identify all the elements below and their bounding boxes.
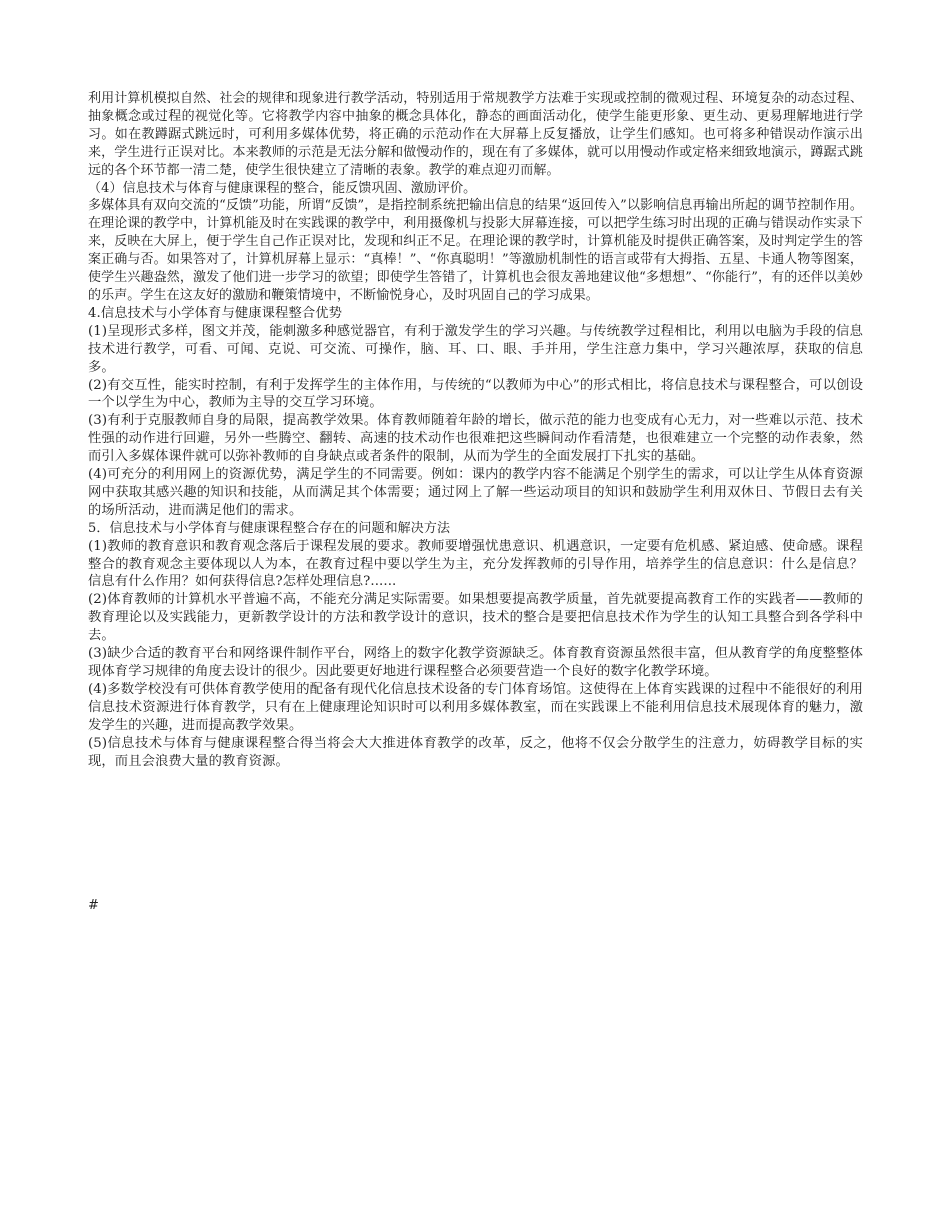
- advantage-item-3: (3)有利于克服教师自身的局限，提高教学效果。体育教师随着年龄的增长，做示范的能力也变成有心无力，对一些难以示范、技术性强的动作进行回避，另外一些腾空、翻转、高速的技术动作也很难把这些瞬间动作看清楚，也很难建立一个完整的动作表象，然而引入多媒体课件就可以弥补教师的自身缺点或者条件的限制，从而为学生的全面发展打下扎实的基础。: [88, 413, 863, 465]
- problem-item-5: (5)信息技术与体育与健康课程整合得当将会大大推进体育教学的改革，反之，他将不仅会分散学生的注意力，妨碍教学目标的实现，而且会浪费大量的教育资源。: [88, 735, 863, 769]
- problem-item-4: (4)多数学校没有可供体育教学使用的配备有现代化信息技术设备的专门体育场馆。这使得在上体育实践课的过程中不能很好的利用信息技术资源进行体育教学，只有在上健康理论知识时可以利用多媒体教室，而在实践课上不能利用信息技术展现体育的魅力，激发学生的兴趣，进而提高教学效果。: [88, 681, 863, 733]
- document-body: [88, 90, 863, 770]
- paragraph-multimedia-simulation: 利用计算机模拟自然、社会的规律和现象进行教学活动，特别适用于常规教学方法难于实现或控制的微观过程、环境复杂的动态过程、抽象概念或过程的视觉化等。它将教学内容中抽象的概念具体化，静态的画面活动化，使学生能更形象、更生动、更易理解地进行学习。如在教蹲踞式跳远时，可利用多媒体优势，将正确的示范动作在大屏幕上反复播放，让学生们感知。也可将多种错误动作演示出来，学生进行正误对比。本来教师的示范是无法分解和做慢动作的，现在有了多媒体，就可以用慢动作或定格来细致地演示，蹲踞式跳远的各个环节都一清二楚，使学生很快建立了清晰的表象。教学的难点迎刃而解。: [88, 91, 863, 178]
- advantage-item-1: (1)呈现形式多样，图文并茂，能刺激多种感觉器官，有利于激发学生的学习兴趣。与传统教学过程相比，利用以电脑为手段的信息技术进行教学，可看、可闻、克说、可交流、可操作，脑、耳、口、眼、手并用，学生注意力集中，学习兴趣浓厚，获取的信息多。: [88, 323, 863, 375]
- footer-hash-mark: #: [88, 898, 99, 913]
- section-heading-problems: 5．信息技术与小学体育与健康课程整合存在的问题和解决方法: [88, 520, 451, 536]
- paragraph-feedback-function: 多媒体具有双向交流的“反馈”功能，所谓“反馈”，是指控制系统把输出信息的结果“返回传入”以影响信息再输出所起的调节控制作用。在理论课的教学中，计算机能及时在实践课的教学中，利用摄像机与投影大屏幕连接，可以把学生练习时出现的正确与错误动作实录下来，反映在大屏上，便于学生自己作正误对比，发现和纠正不足。在理论课的教学时，计算机能及时提供正确答案，及时判定学生的答案正确与否。如果答对了，计算机屏幕上显示：“真棒！”、“你真聪明！”等激励机制性的语言或带有大拇指、五星、卡通人物等图案，使学生兴趣盎然，激发了他们进一步学习的欲望；即使学生答错了，计算机也会很友善地建议他“多想想”、“你能行”，有的还伴以美妙的乐声。学生在这友好的激励和鞭策情境中，不断愉悦身心，及时巩固自己的学习成果。: [88, 198, 863, 303]
- problem-item-2: (2)体育教师的计算机水平普遍不高，不能充分满足实际需要。如果想要提高教学质量，首先就要提高教育工作的实践者——教师的教育理论以及实践能力，更新教学设计的方法和教学设计的意识，技术的整合是要把信息技术作为学生的认知工具整合到各学科中去。: [88, 592, 863, 644]
- advantage-item-4: (4)可充分的利用网上的资源优势，满足学生的不同需要。例如：课内的教学内容不能满足个别学生的需求，可以让学生从体育资源网中获取其感兴趣的知识和技能，从而满足其个体需要；通过网上了解一些运动项目的知识和鼓励学生利用双休日、节假日去有关的场所活动，进而满足他们的需求。: [88, 467, 863, 518]
- section-heading-advantages: 4.信息技术与小学体育与健康课程整合优势: [88, 305, 343, 321]
- advantage-item-2: (2)有交互性，能实时控制，有利于发挥学生的主体作用，与传统的“以教师为中心”的形式相比，将信息技术与课程整合，可以创设一个以学生为中心，教师为主导的交互学习环境。: [88, 377, 863, 411]
- problem-item-1: (1)教师的教育意识和教育观念落后于课程发展的要求。教师要增强忧患意识、机遇意识，一定要有危机感、紧迫感、使命感。课程整合的教育观念主要体现以人为本，在教育过程中要以学生为主，充分发挥教师的引导作用，培养学生的信息意识：什么是信息？信息有什么作用？如何获得信息?怎样处理信息?......: [88, 538, 863, 590]
- subheading-feedback-evaluation: （4）信息技术与体育与健康课程的整合，能反馈巩固、激励评价。: [88, 180, 477, 196]
- problem-item-3: (3)缺少合适的教育平台和网络课件制作平台，网络上的数字化教学资源缺乏。体育教育资源虽然很丰富，但从教育学的角度整整体现体育学习规律的角度去设计的很少。因此要更好地进行课程整合必须要营造一个良好的数字化教学环境。: [88, 646, 863, 679]
